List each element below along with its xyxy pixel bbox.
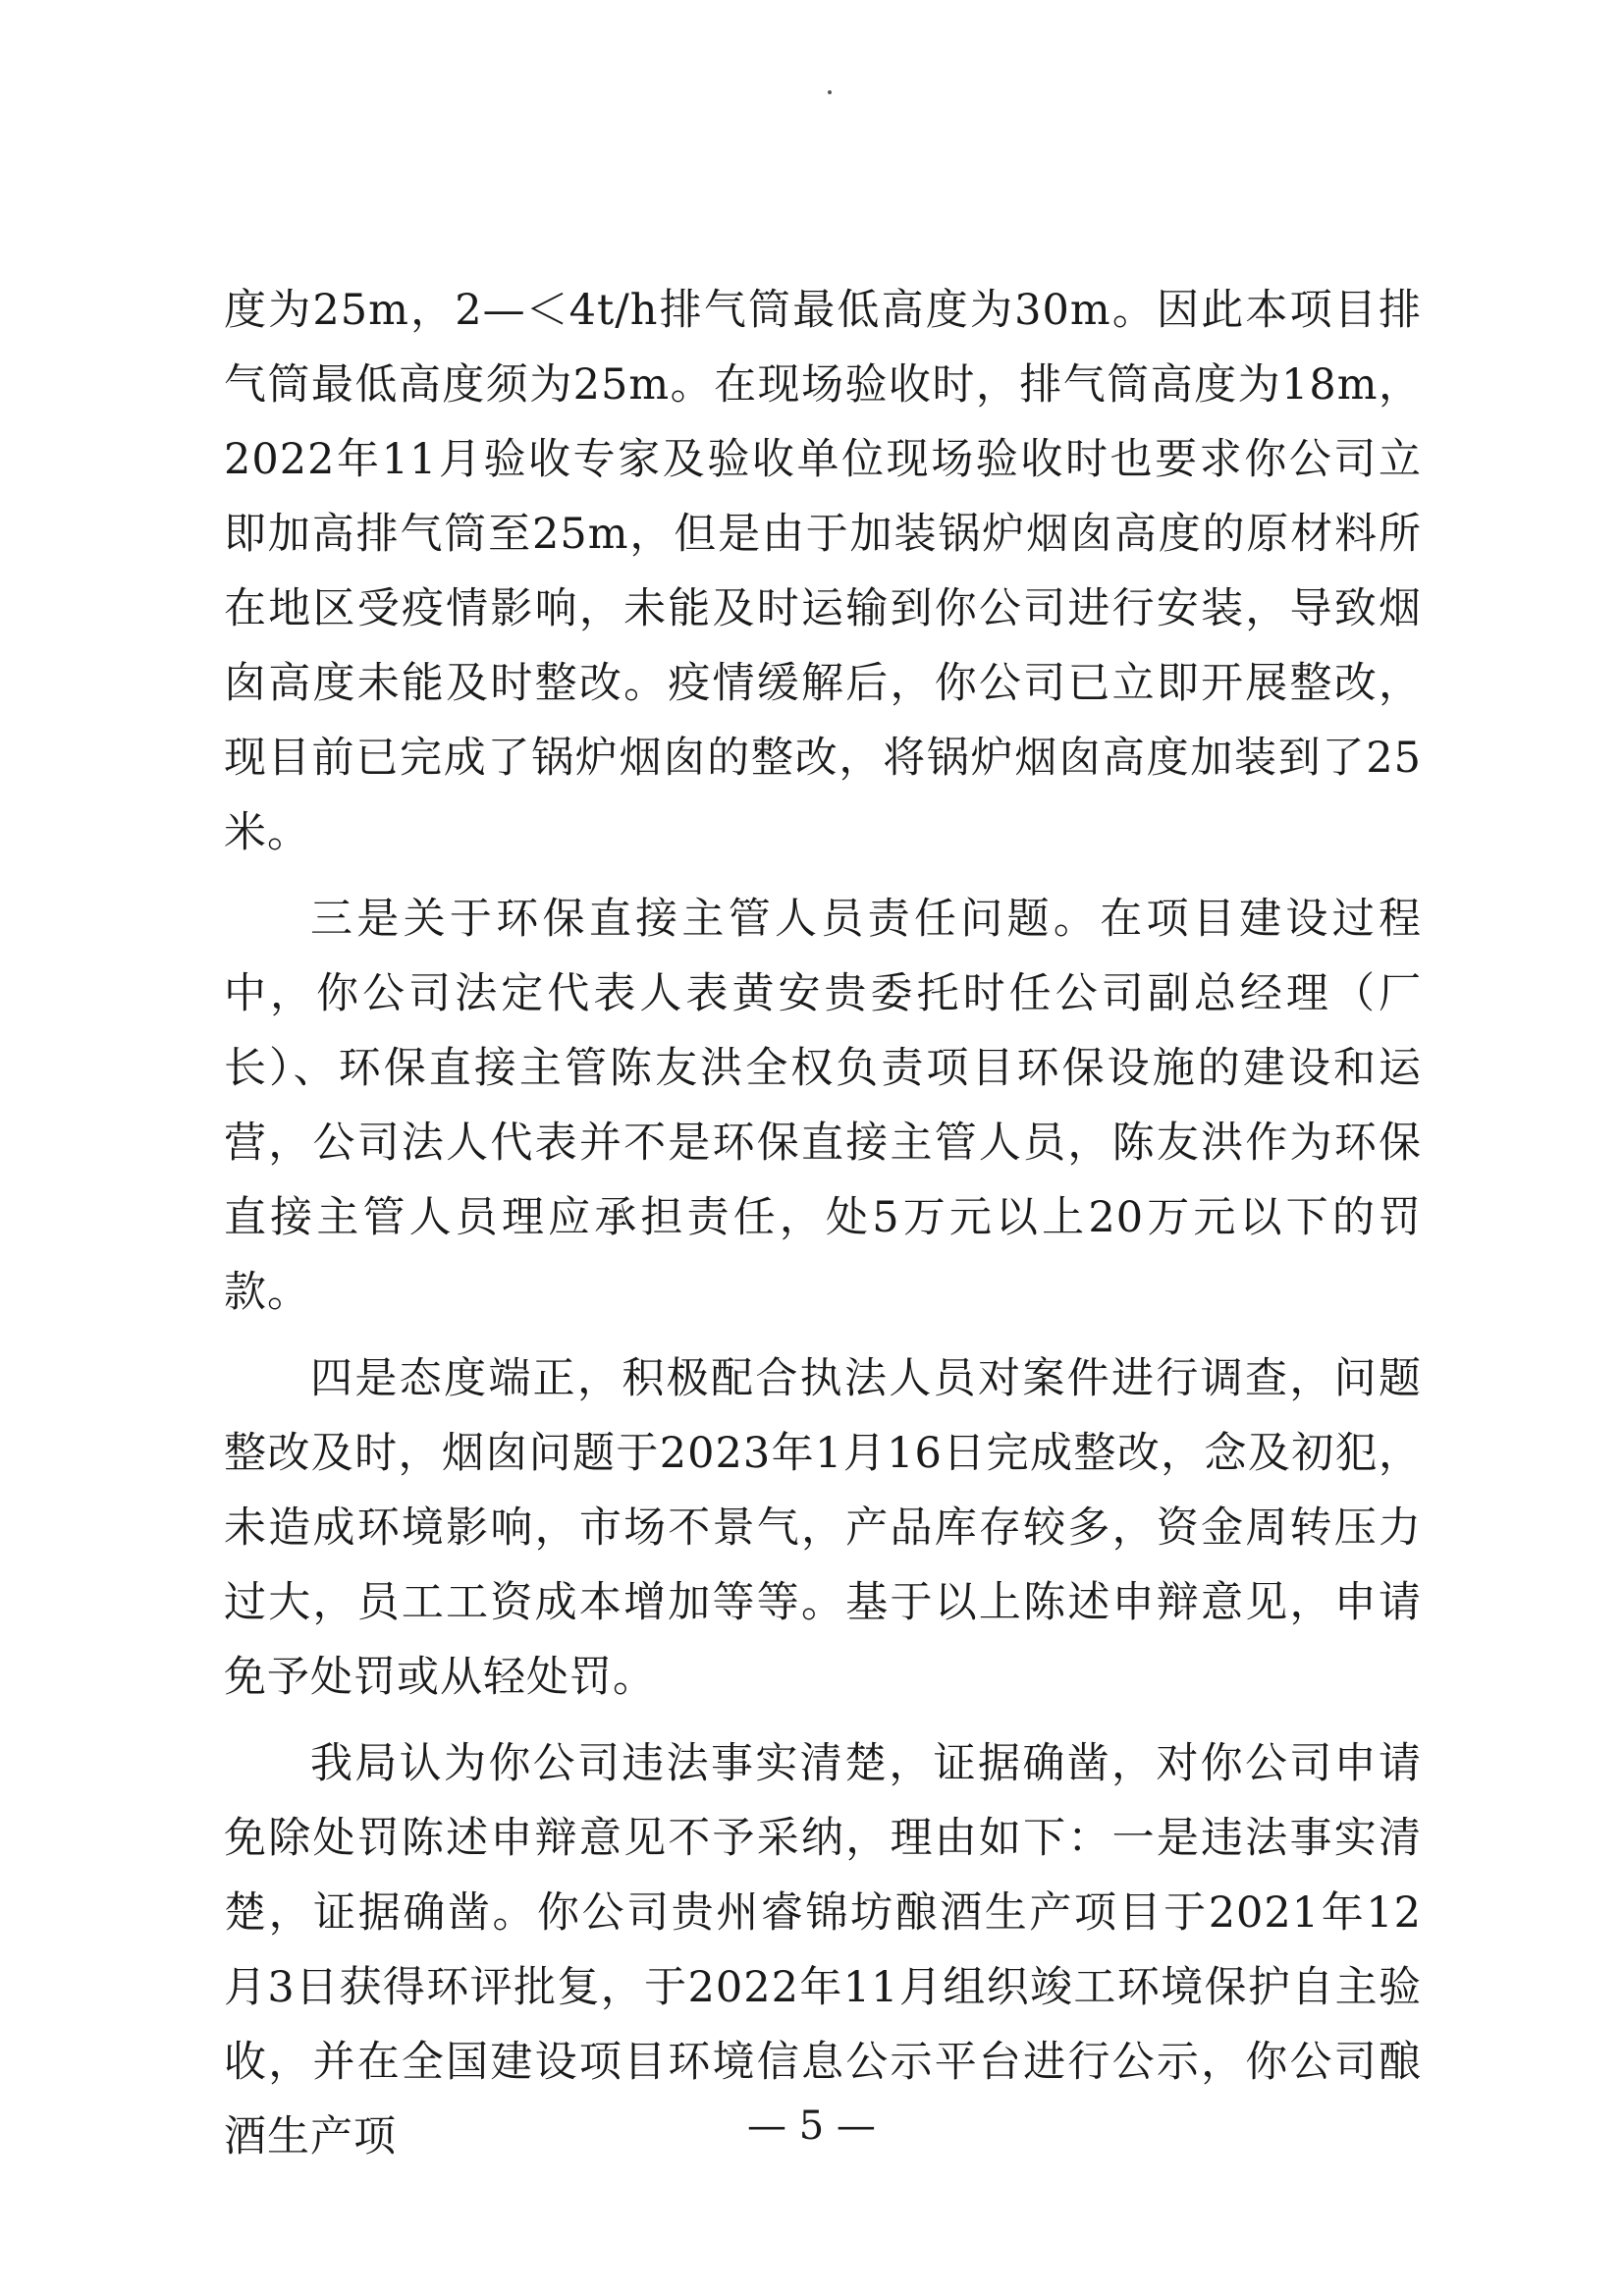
paragraph-attitude: 四是态度端正，积极配合执法人员对案件进行调查，问题整改及时，烟囱问题于2023年1月16日完成整改，念及初犯，未造成环境影响，市场不景气，产品库存较多，资金周转压力过大，员工工资成本增加等等。基于以上陈述申辩意见，申请免予处罚或从轻处罚。 [224, 1354, 1422, 1702]
body-text [224, 273, 1422, 2174]
paragraph-bureau-opinion: 我局认为你公司违法事实清楚，证据确凿，对你公司申请免除处罚陈述申辩意见不予采纳，理由如下：一是违法事实清楚，证据确凿。你公司贵州睿锦坊酿酒生产项目于2021年12月3日获得环评批复，于2022年11月组织竣工环境保护自主验收，并在全国建设项目环境信息公示平台进行公示，你公司酿酒生产项 [224, 1739, 1422, 2161]
page-number: — 5 — [747, 2104, 876, 2149]
scan-speck [828, 90, 832, 94]
paragraph-continuation: 度为25m，2—＜4t/h排气筒最低高度为30m。因此本项目排气筒最低高度须为25m。在现场验收时，排气筒高度为18m，2022年11月验收专家及验收单位现场验收时也要求你公司立即加高排气筒至25m，但是由于加装锅炉烟囱高度的原材料所在地区受疫情影响，未能及时运输到你公司进行安装，导致烟囱高度未能及时整改。疫情缓解后，你公司已立即开展整改，现目前已完成了锅炉烟囱的整改，将锅炉烟囱高度加装到了25米。 [224, 286, 1422, 857]
paragraph-responsible-person: 三是关于环保直接主管人员责任问题。在项目建设过程中，你公司法定代表人表黄安贵委托时任公司副总经理（厂长）、环保直接主管陈友洪全权负责项目环保设施的建设和运营，公司法人代表并不是环保直接主管人员，陈友洪作为环保直接主管人员理应承担责任，处5万元以上20万元以下的罚款。 [224, 895, 1422, 1317]
